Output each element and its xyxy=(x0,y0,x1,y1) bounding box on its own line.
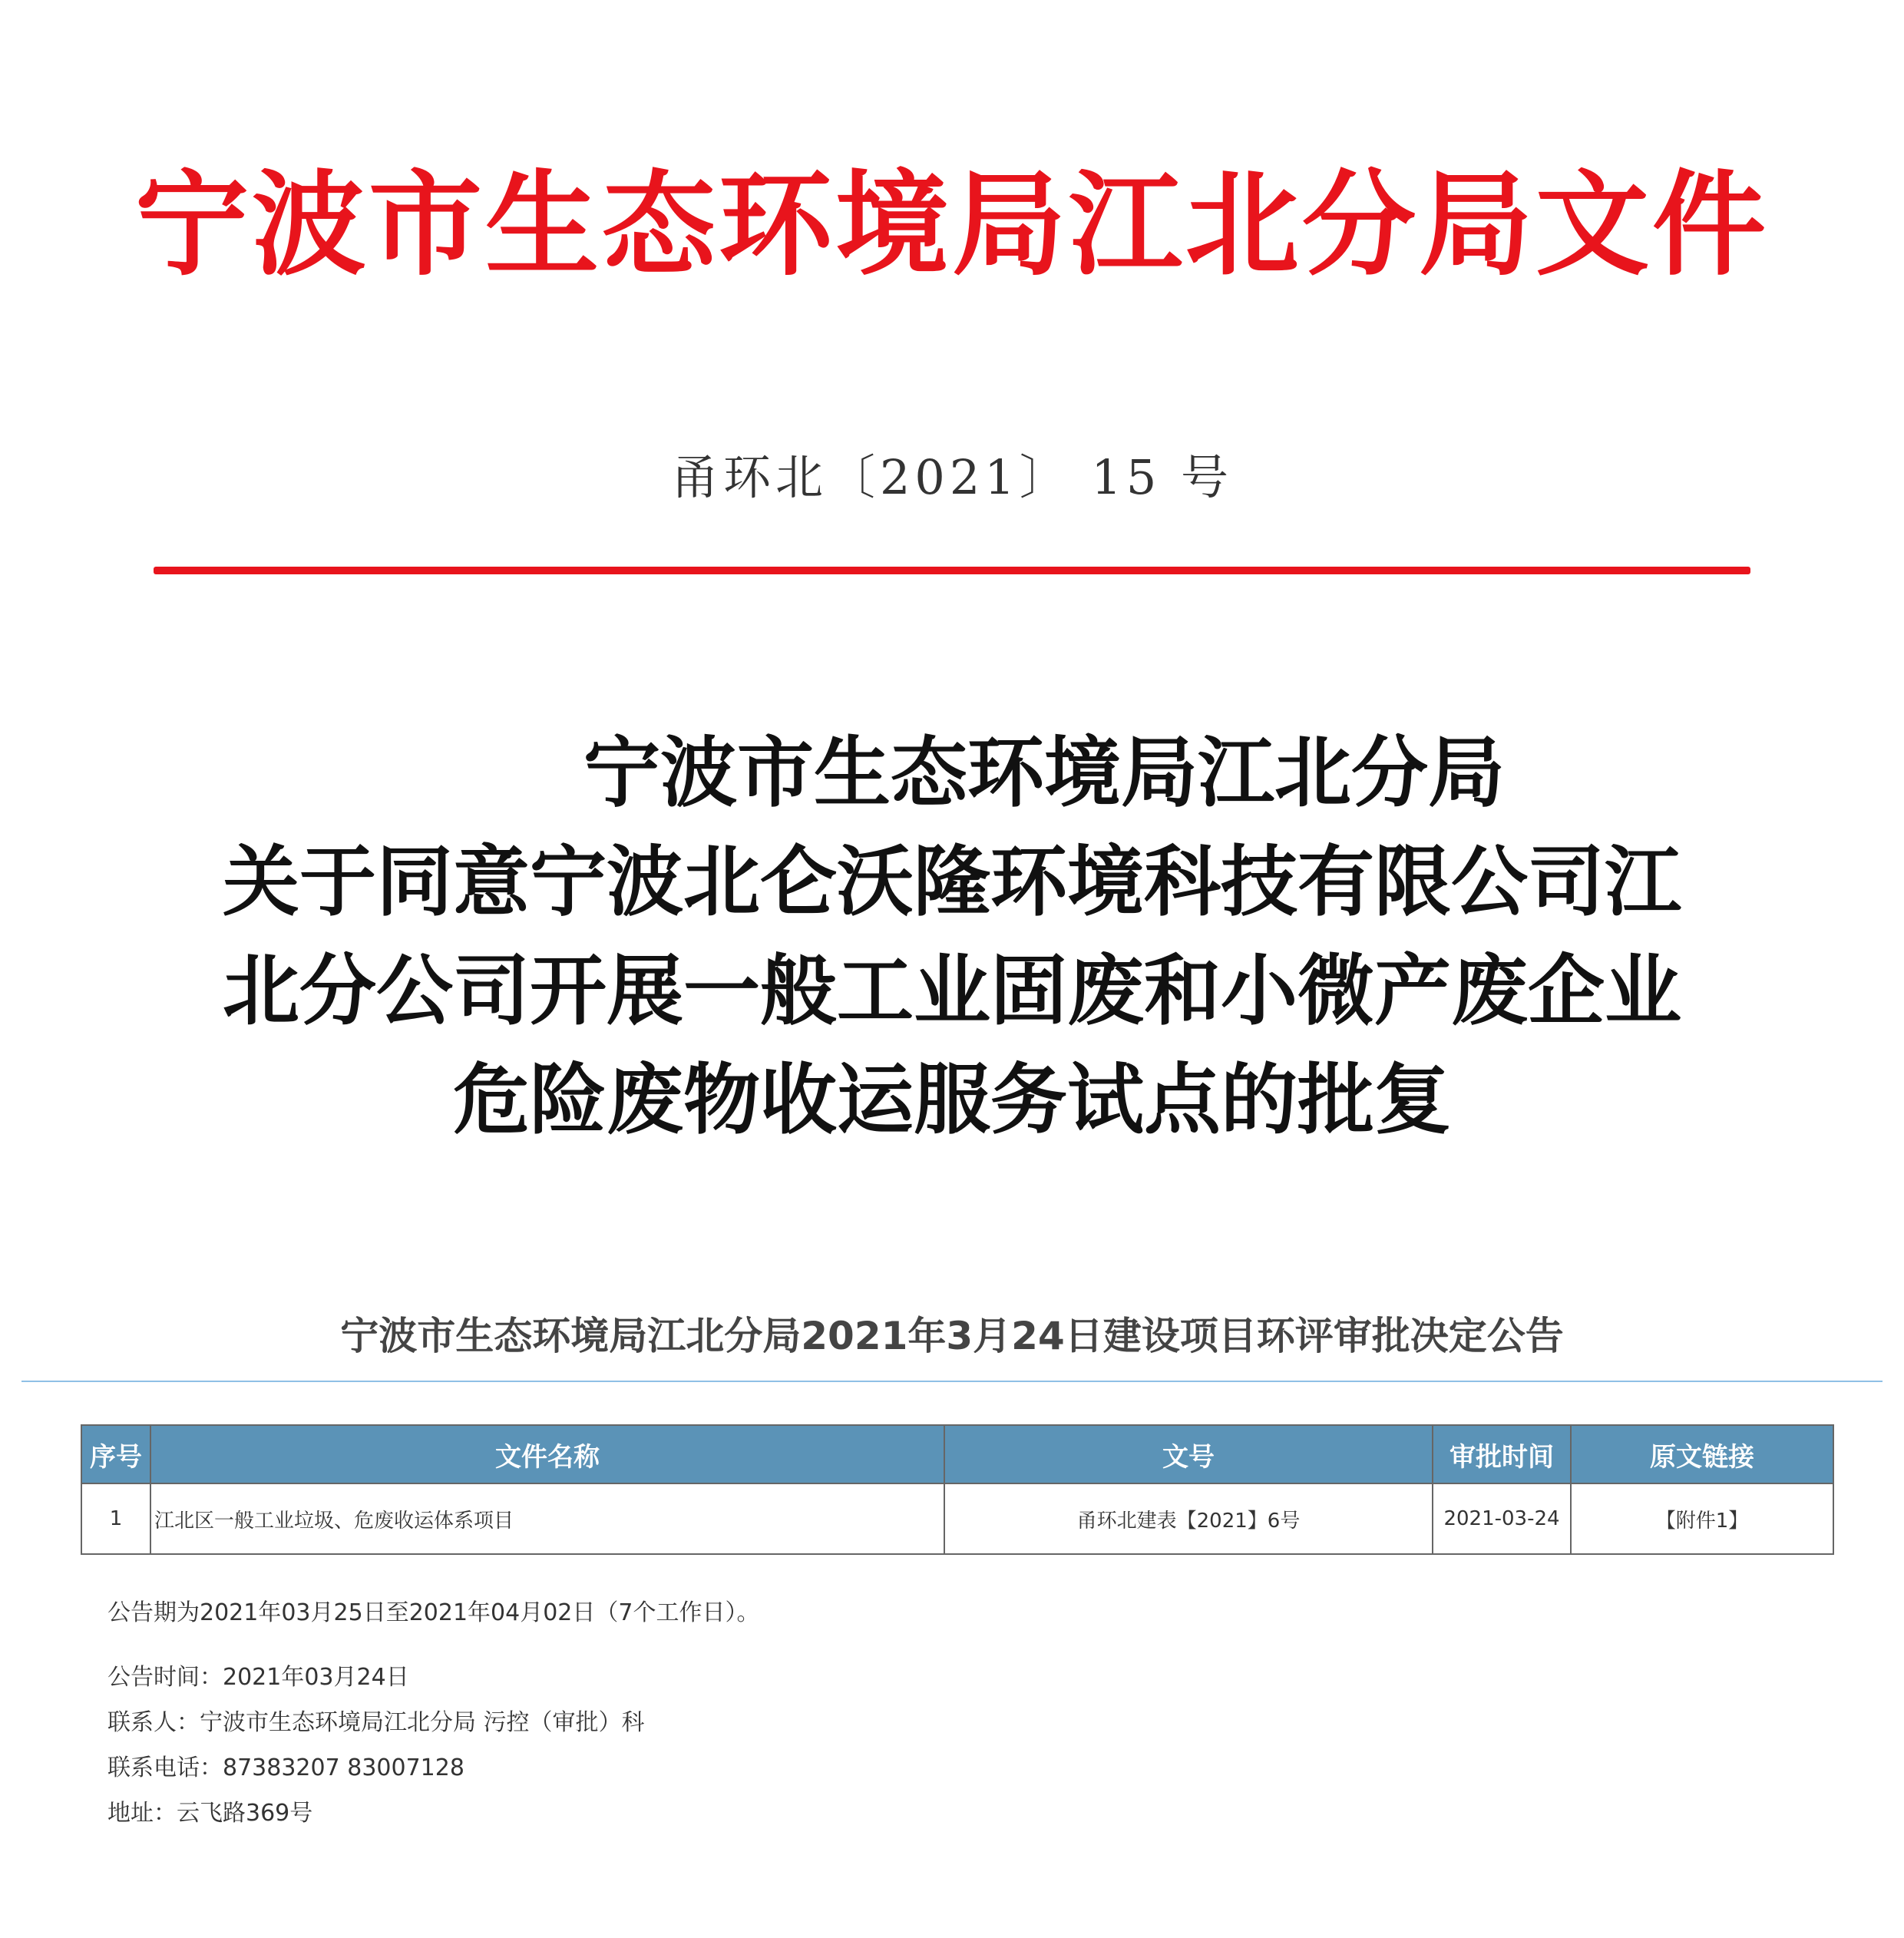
notice-period: 公告期为2021年03月25日至2021年04月02日（7个工作日）。 xyxy=(107,1599,760,1626)
column-header-source-link: 原文链接 xyxy=(1571,1425,1833,1483)
notice-phone: 联系电话：87383207 83007128 xyxy=(107,1754,464,1781)
column-header-doc-number: 文号 xyxy=(944,1425,1433,1483)
document-title-line-4: 危险废物收运服务试点的批复 xyxy=(453,1054,1451,1145)
cell-doc-number: 甬环北建表【2021】6号 xyxy=(944,1483,1433,1554)
column-header-approval-date: 审批时间 xyxy=(1433,1425,1571,1483)
table-row xyxy=(81,1483,1833,1554)
column-header-file-name: 文件名称 xyxy=(150,1425,944,1483)
blue-divider xyxy=(21,1381,1883,1382)
document-number: 甬环北〔2021〕 15 号 xyxy=(670,449,1234,505)
document-title-line-3: 北分公司开展一般工业固废和小微产废企业 xyxy=(223,945,1681,1036)
cell-approval-date: 2021-03-24 xyxy=(1433,1483,1571,1554)
cell-file-name: 江北区一般工业垃圾、危废收运体系项目 xyxy=(150,1483,944,1554)
document-title xyxy=(223,718,1727,1154)
column-header-index: 序号 xyxy=(81,1425,150,1483)
document-header: 宁波市生态环境局江北分局文件 xyxy=(135,157,1769,291)
red-divider xyxy=(154,567,1750,574)
approval-table xyxy=(81,1424,1834,1555)
notice-publish-time: 公告时间：2021年03月24日 xyxy=(107,1664,409,1691)
attachment-link[interactable]: 【附件1】 xyxy=(1571,1483,1833,1554)
table-header-row xyxy=(81,1425,1833,1483)
notice-title: 宁波市生态环境局江北分局2021年3月24日建设项目环评审批决定公告 xyxy=(340,1314,1564,1358)
cell-index: 1 xyxy=(81,1483,150,1554)
notice-contact: 联系人：宁波市生态环境局江北分局 污控（审批）科 xyxy=(107,1709,645,1736)
notice-address: 地址：云飞路369号 xyxy=(107,1800,313,1827)
document-title-line-2: 关于同意宁波北仑沃隆环境科技有限公司江 xyxy=(223,836,1681,927)
notice-info xyxy=(107,1593,759,1839)
document-title-line-1: 宁波市生态环境局江北分局 xyxy=(583,727,1505,818)
